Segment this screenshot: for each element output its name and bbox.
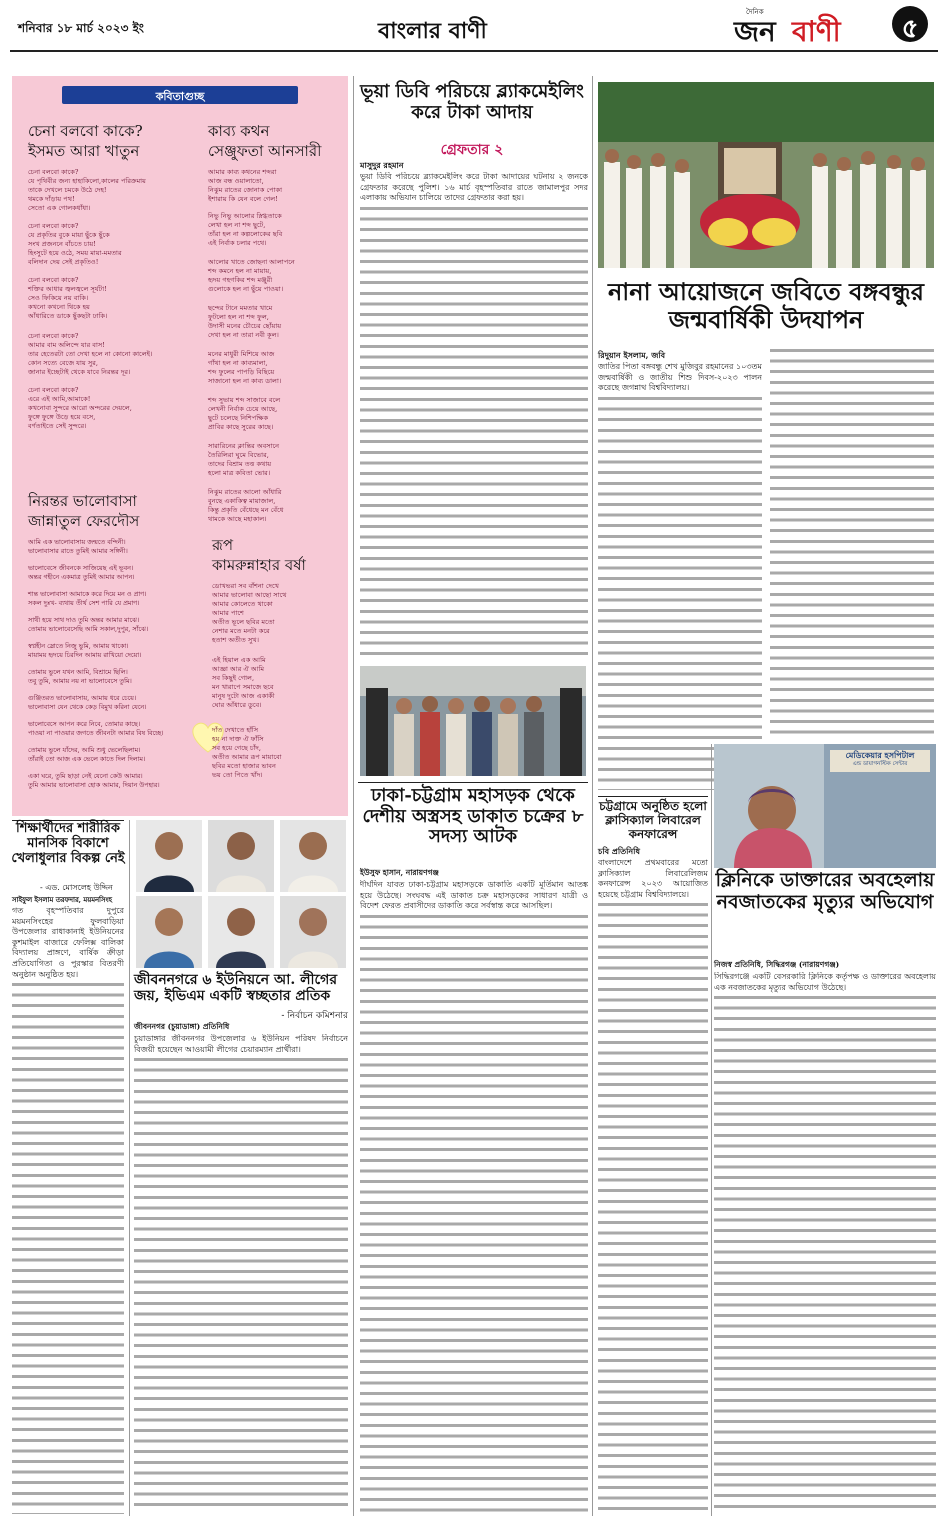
poem1-stanza: চেনা বলবো কাকে? শক্তির আধার জ্বলজ্বলে সূর্যটা! সেও ফিকিয়ে নয় বাকি। কখনো কখনো থিকে হয় আঁধারিতে ডাকে ছুঁকছটা ঢাকি। <box>28 276 108 320</box>
poem4-stanza: দাঁত দেখাতে হাঁসি হয় না দাক্ত ঐ ফাঁসি সব হয়ে গেছে চাঁদ, অতীত আমার রূপ মায়াবো ছবির মতো হাজার ভাবন ভয় তো পিতে খাঁদ। <box>212 726 282 779</box>
students-quote-by: - এড. মোসলেহ উদ্দিন <box>40 883 113 892</box>
divider <box>598 796 708 797</box>
blackmail-byline: মাসুদুর রহমান <box>360 160 404 170</box>
poem1-stanza: চেনা বলবো কাকে? আমার বাম অলিন্দে যার বাস! তার হেতেরটা তো দেখা হলে না কোনো কালেই। কোন সত্যে বেজে যায় সুর, জানার ইচ্ছেটাই থেকে যাবে নিরন্তর দূর। <box>28 332 153 376</box>
bangabandhu-body-text: জাতির পিতা বঙ্গবন্ধু শেখ মুজিবুর রহমানের ১০৩তম জন্মবার্ষিকী ও জাতীয় শিশু দিবস-২০২৩ পালন করেছে জগন্নাথ বিশ্ববিদ্যালয়। <box>598 362 762 393</box>
poem2-stanza: ছন্দের টানে মমতার খামে ফুটলো হল না শব্দ ফুল, উদাসী মনের চৌচের ছোঁয়ায় দেখা হল না তারা নবী কূল। <box>208 304 282 339</box>
students-body <box>12 906 124 1514</box>
column-divider <box>711 744 712 1516</box>
conference-headline: চট্টগ্রামে অনুষ্ঠিত হলো ক্লাসিক্যাল লিবারেল কনফারেন্স <box>599 799 707 841</box>
conference-body-text: বাংলাদেশে প্রথমবারের মতো ক্লাসিক্যাল লিবারেলিজম কনফারেন্স ২০২৩ আয়োজিত হয়েছে চট্টগ্রাম বিশ্ববিদ্যালয়ে। <box>598 858 708 899</box>
students-byline: সাইফুল ইসলাম তরফদার, ময়মনসিংহ <box>12 896 112 904</box>
kishoreganj-body <box>360 880 588 1514</box>
poem3-stanza: শান্ত ভালোবাসা আমাকে করে দিয়ে মন ও প্রাণ। সকল দুঃখ- ব্যথায় তীর্থ সেশ পারি যে প্রমাণ। <box>28 590 147 607</box>
masthead-brand <box>732 6 932 48</box>
election-subhead: - নির্বাচন কমিশনার <box>281 1011 348 1021</box>
page-number: ৫ <box>901 14 919 44</box>
body-text-lines <box>598 394 762 790</box>
brand-jono: জন <box>734 15 776 48</box>
poem2-stanza: আমার কাব্য কথনের শব্দরা আজ বন্ধ ওয়ালাতো, নিঝুম রাতের জোনাক পোকা ইশারায় কি যেন বলে গেল! <box>208 168 283 203</box>
clinic-photo <box>714 744 936 868</box>
column-divider <box>592 76 593 1516</box>
poem4-stanza: ডোখভরা সব বাঁশনা দেখে আমার ভালোবা আছো সাথে আমার কোলেতে থাকো আমার পাশে অতীত ভূলে ছবির মতো নেশার মতে মনটা করে হতাশ অতীত সুখ। <box>212 582 287 644</box>
kishoreganj-body-text: দীর্ঘদিন যাবত ঢাকা-চট্টগ্রাম মহাসড়কে ডাকাতি একটি মূর্তিমান আতঙ্ক হয়ে উঠেছে। সংঘবদ্ধ এই ডাকাত চক্র মহাসড়কের সাধারণ যাত্রী ও বিদেশ ফেরত প্রবাসীদের ডাকাতি করে সর্বস্বান্ত করে আসছিল। <box>360 880 588 911</box>
poem3-stanza: তোমায় ভুলে যাঁদের, আমি শুধু ভেলেছিলাম। তাঁরাই তো আজ এক ভেলে কাতে দিল দিলাম। <box>28 746 146 763</box>
poem3-stanza: ভালোবেসে জীবনকে সাজিয়েছ এই ভূবন। অন্তর গহীনে একমাত্র তুমিই আমার আপন। <box>28 564 135 581</box>
poem1-stanza: চেনা বলবো কাকে? এরে এই আমি,আমাকে! কখনোবা সুন্দরে আরো অন্দরের দেয়লে, ফুঙ্গে ফুঙ্গে উড়ে হয়ে বসে, বর্ণতাইতে সেই সুন্দরে। <box>28 386 132 430</box>
clinic-headline: ক্লিনিকে ডাক্তারের অবহেলায় নবজাতকের মৃত্যুর অভিযোগ <box>715 869 935 913</box>
clinic-byline: নিজস্ব প্রতিনিধি, সিদ্ধিরগঞ্জ (নারায়ণগঞ্জ) <box>714 960 840 969</box>
poem2-stanza: নিভু নিভু আলোর স্নিগ্ধতাকে লেখা হল না শব্দ ছুটে, তাঁরা হল না কল্পলোকের ছবি এই নির্বাক চলার পথে। <box>208 212 283 247</box>
poem2-stanza: নিঝুম রাতের আলো আঁধারি বুনছে একাকিত্ব মায়াজাল, কিন্তু প্রকৃতি বেঁধেছে মন বেঁধে থামকে আছে মহাকাল। <box>208 488 284 523</box>
poetry-box <box>12 76 348 816</box>
blackmail-body <box>360 172 588 660</box>
bangabandhu-event-photo <box>598 82 934 268</box>
brand-bani: বাণী <box>792 15 841 48</box>
column-divider <box>129 820 130 1516</box>
masthead-rule <box>10 50 938 52</box>
body-text-lines <box>134 1055 348 1514</box>
clinic-sign-text: মেডিকেয়ার হসপিটাল <box>845 750 915 760</box>
bangabandhu-headline: নানা আয়োজনে জবিতে বঙ্গবন্ধুর জন্মবার্ষিকী উদযাপন <box>607 277 924 334</box>
election-body <box>134 1034 348 1514</box>
candidates-photos <box>134 820 348 970</box>
conference-body <box>598 858 708 1514</box>
poem2-stanza: মনের মাধুরী মিশিয়ে আজ গাঁথা হল না কাব্যমালা, শব্দ ফুলের পাপড়ি বিছিয়ে সাজানো হল না কাব্য ডালা। <box>208 350 282 385</box>
masthead-section: বাংলার বাণী <box>378 18 487 44</box>
conference-byline: চবি প্রতিনিধি <box>598 846 640 856</box>
students-body-text: গত বৃহস্পতিবার দুপুরে ময়মনসিংহের ফুলবাড়িয়া উপজেলার রাধাকানাই ইউনিয়নের কুশমাইল বাজারে ফেলিক্স বালিকা বিদ্যালয় প্রাঙ্গণে, বার্ষিক ক্রীড়া প্রতিযোগিতা ও পুরস্কার বিতরণী অনুষ্ঠান অনুষ্ঠিত হয়। <box>12 906 124 979</box>
poem1-stanza: চেনা বলবো কাকে? যে পৃথিবীর জন্য হাহাকিলো,কালের পরিক্রমায় তাকে দেখলে চমকে উঠে দেহ! থমকে দাঁড়ায় পথ! সেতো এক গোলকধাঁধা। <box>28 168 146 212</box>
poem1-author: ইসমত আরা খাতুন <box>28 142 140 160</box>
election-body-text: চুয়াডাঙ্গার জীবননগর উপজেলার ৬ ইউনিয়ন পরিষদ নির্বাচনে বিজয়ী হয়েছেন আওয়ামী লীগের চেয়ারম্যান প্রার্থীরা। <box>134 1034 348 1054</box>
clinic-body-text: সিদ্ধিরগঞ্জে একটি বেসরকারি ক্লিনিকে কর্তৃপক্ষ ও ডাক্তারের অবহেলায় এক নবজাতকের মৃত্যুর অভিযোগ উঠেছে। <box>714 972 936 992</box>
bangabandhu-body-col1 <box>598 362 762 790</box>
poem3-stanza: ভালোবেসে আপন করে নিবে, তোমার কাছে। পাওয়া না পাওয়ার জগতে জীবনটা আমার বিষ বিচ্ছে। <box>28 720 164 737</box>
election-byline: জীবননগর (চুয়াডাঙ্গা) প্রতিনিধি <box>134 1022 230 1031</box>
candidates-photos-art <box>134 820 348 970</box>
poem2-stanza: আলোর খাতে জোছনা আলাপনে শব্দ কমনে হল না মায়ায়, হৃদয় গহগকির শব্দ মঞ্জুরী গুলোকে হল না ছুঁয়ে পাওয়া। <box>208 258 295 293</box>
divider <box>358 782 588 783</box>
election-headline: জীবননগরে ৬ ইউনিয়নে আ. লীগের জয়, ইভিএম একটি স্বচ্ছতার প্রতিক <box>134 972 338 1005</box>
body-text-lines <box>714 993 936 1514</box>
body-text-lines <box>360 912 588 1514</box>
poem4-author: কামরুন্নাহার বর্ষা <box>212 556 306 574</box>
blackmail-body-text: ভুয়া ডিবি পরিচয়ে ব্ল্যাকমেইলিং করে টাকা আদায়ের ঘটনায় ২ জনকে গ্রেফতার করেছে পুলিশ। ১৬ মার্চ বৃহস্পতিবার রাতে জামালপুর সদর এলাকায় অভিযান চালিয়ে তাদের গ্রেফতার করা হয়। <box>360 172 588 203</box>
suspects-photo-art <box>360 666 586 776</box>
poem2-stanza: সারারিনের ক্লান্তির অবসানে তৈরিলিরা ঘুমে বিভোর, তাদের বিশ্রাম তত্ত কথায় হলো মাত্র কবিতা ভোর। <box>208 442 280 477</box>
body-text-lines <box>598 900 708 1514</box>
body-text-lines <box>770 346 934 738</box>
kishoreganj-byline: ইউসুফ হাসান, নারায়ণগঞ্জ <box>360 868 439 877</box>
brand-small: দৈনিক <box>746 8 764 16</box>
poem3-stanza: সাথী হয়ে সাথ দাও তুমি অন্তর আমার মাঝে। তোমায় ভালোবেসেছি আমি সকাল,দুপুর, সাঁঝে। <box>28 616 149 633</box>
body-text-lines <box>12 980 124 1514</box>
students-headline: শিক্ষার্থীদের শারীরিক মানসিক বিকাশে খেলাধুলার বিকল্প নেই <box>11 821 125 866</box>
poetry-box-title: কবিতাগুচ্ছ <box>155 90 205 103</box>
bangabandhu-byline: রিদুয়ান ইসলাম, জবি <box>598 350 666 360</box>
body-text-lines <box>360 204 588 660</box>
bangabandhu-photo-art <box>598 82 934 268</box>
poem3-stanza: স্বপ্নহীন স্লোতে নিজু ভুমি, আমায় থাকো। মায়াময় হৃদয়ে চিরদিন আমায় রাখিয়ো দেয়ো। <box>28 642 142 659</box>
masthead-date: শনিবার ১৮ মার্চ ২০২৩ ইং <box>18 21 144 35</box>
poem4-stanza: এই হিয়াল এক আমি আজ্ঞা আর ঐ আমি সব কিছুই গোল, মন খারাপে সমাজে ছবে মানুষ দুটো আজ একাকী ঘোর আঁধারে ডুবে। <box>212 656 275 709</box>
poem3-stanza: একা ঘরে, তুমি ছাড়া নেই যেনো কেউ আমার। তুমি আমার ভালোবাসা হোক আমার, দিয়ান উপহার। <box>28 772 160 789</box>
blackmail-headline: ভূয়া ডিবি পরিচয়ে ব্ল্যাকমেইলিং করে টাকা আদায় <box>360 81 584 123</box>
clinic-sign-subtext: এন্ড ডায়াগনস্টিক সেন্টার <box>852 761 908 767</box>
poem1-stanza: চেনা বলবো কাকে? যে প্রকৃতির বুকে মায়া ছুঁকে ছুঁকে সংখ প্রজননে বাঁচতে চায়! হিংসুটে হয়ে ওঠে, সময় মায়া-মমতার বলিদান দেয় সেই প্রকৃতিও! <box>28 222 122 266</box>
clinic-body <box>714 972 936 1514</box>
kishoreganj-headline: ঢাকা-চট্টগ্রাম মহাসড়ক থেকে দেশীয় অস্ত্রসহ ডাকাত চক্রের ৮ সদস্য আটক <box>362 785 584 848</box>
bangabandhu-body-col2 <box>770 346 934 738</box>
poem3-stanza: আমি এক ভালোবাসায় জন্মতে বন্দিনী। ভালোবাসার রাতে তুমিই আমার সঙ্গিনী। <box>28 538 128 555</box>
poem2-stanza: শব্দ সুভায় শব্দ সাজাবে বলে লেখনী নির্বাক চেয়ে আছে, ছুটে চলেছে নিশিপক্ষিক প্রাবির কাছে সুরের কাছে। <box>208 396 281 431</box>
blackmail-subhead: গ্রেফতার ২ <box>440 142 504 158</box>
poem3-title: নিরন্তর ভালোবাসা <box>28 492 137 510</box>
poem2-author: সেঞ্জুফতা আনসারী <box>208 142 322 160</box>
poem1-title: চেনা বলবো কাকে? <box>28 122 143 140</box>
poem3-stanza: গুঞ্জিতরত ভালোবাসায়, আমায় ধরে চেয়ে। ভালোবাসা যেন থেকে কেড় বিমুখ করিনা যেনে। <box>28 694 147 711</box>
poem2-title: কাব্য কথন <box>208 122 270 140</box>
column-divider <box>353 76 354 1516</box>
poem3-stanza: তোমায় ভুলে যখন আমি, বিশ্রামে ছিলি। তবু তুমি, আমায় নয় না ভালোবেসে তুমি। <box>28 668 132 685</box>
suspects-photo <box>360 666 586 776</box>
poem4-title: রূপ <box>212 536 234 554</box>
poem3-author: জান্নাতুল ফেরদৌস <box>28 512 140 530</box>
